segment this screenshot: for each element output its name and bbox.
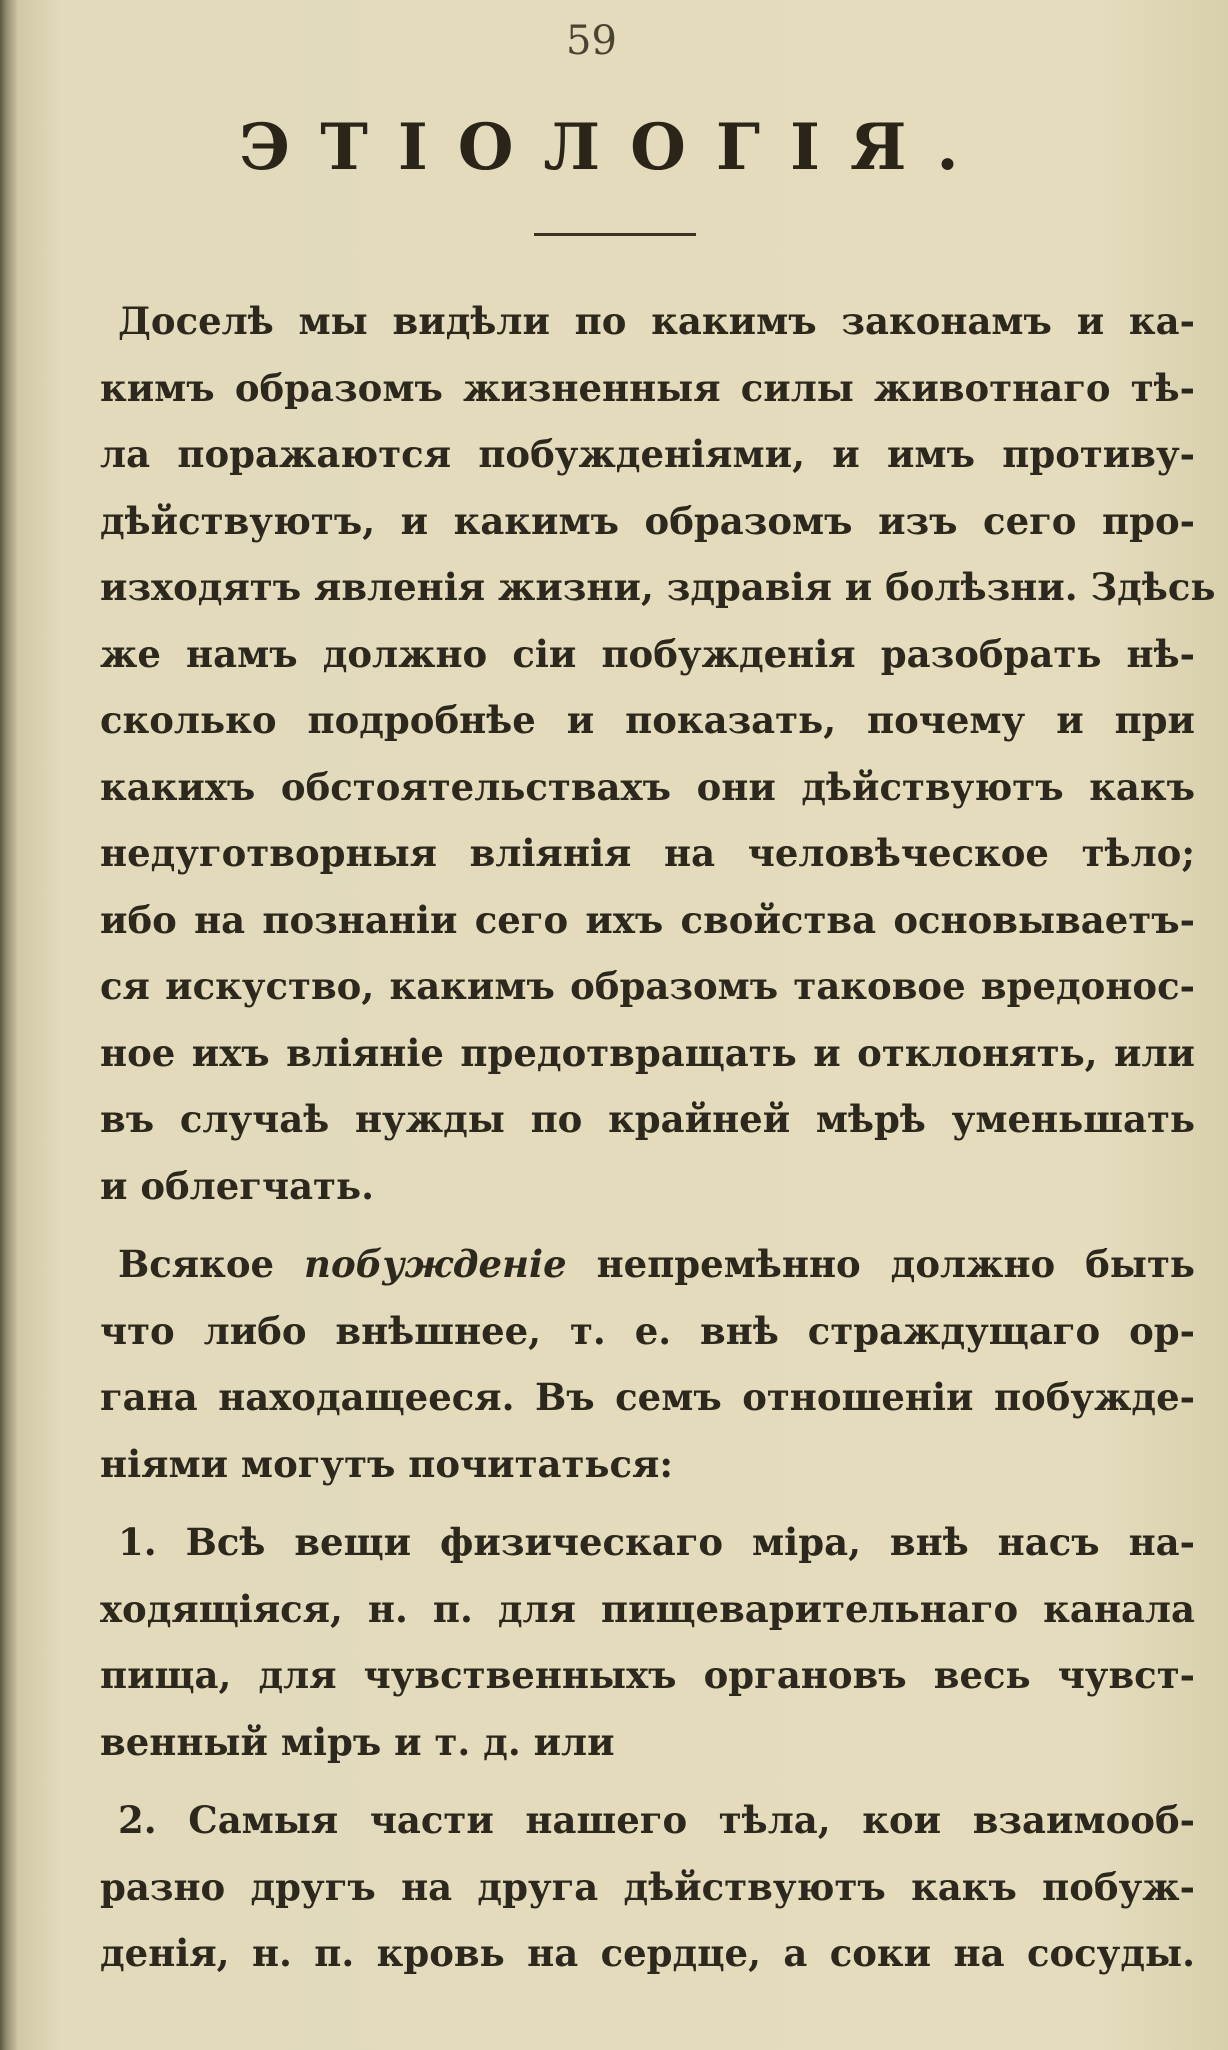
text-line: Доселѣ мы видѣли по какимъ законамъ и ка-	[118, 299, 1195, 343]
text-line: какихъ обстоятельствахъ они дѣйствуютъ какъ	[100, 764, 1195, 809]
chapter-title: ЭТІОЛОГІЯ.	[239, 110, 989, 185]
paragraph-1	[100, 288, 1216, 1219]
text-line: пища, для чувственныхъ органовъ весь чувст-	[100, 1653, 1195, 1697]
text-line: 2. Самыя части нашего тѣла, кои взаимооб-	[118, 1798, 1195, 1842]
text-fragment: непремѣнно должно быть	[596, 1242, 1195, 1286]
text-fragment: Всякое	[118, 1242, 275, 1286]
text-line: венный міръ и т. д. или	[100, 1719, 615, 1764]
text-line: изходятъ явленія жизни, здравія и болѣзни. Здѣсь	[100, 565, 1216, 609]
text-line: ла поражаются побужденіями, и имъ противу-	[100, 432, 1195, 476]
text-line: сколько подробнѣе и показать, почему и при	[100, 698, 1195, 742]
text-line: же намъ должно сіи побужденія разобрать нѣ-	[100, 631, 1195, 676]
text-line: и облегчать.	[100, 1163, 374, 1208]
text-line: ходящіяся, н. п. для пищеварительнаго канала	[100, 1586, 1195, 1631]
paragraph-2	[100, 1231, 1195, 1497]
text-line: ибо на познаніи сего ихъ свойства основываетъ-	[100, 897, 1195, 942]
text-line: гана находащееся. Въ семъ отношеніи побужде-	[100, 1375, 1195, 1419]
text-line: въ случаѣ нужды по крайней мѣрѣ уменьшать	[100, 1097, 1195, 1141]
text-line: ное ихъ вліяніе предотвращать и отклонять, или	[100, 1030, 1195, 1075]
text-line: разно другъ на друга дѣйствуютъ какъ побуж-	[100, 1864, 1195, 1909]
text-line: ся искуство, какимъ образомъ таковое вредонос-	[100, 964, 1195, 1008]
text-line: ніями могутъ почитаться:	[100, 1441, 674, 1486]
title-divider	[534, 233, 696, 236]
text-line: 1. Всѣ вещи физическаго міра, внѣ насъ на-	[118, 1520, 1195, 1564]
body-text	[100, 288, 1216, 1987]
text-line: кимъ образомъ жизненныя силы животнаго тѣ-	[100, 365, 1195, 410]
text-line: недуготворныя вліянія на человѣческое тѣло;	[100, 831, 1195, 875]
page-number: 59	[566, 18, 617, 64]
emphasized-term: побужденіе	[304, 1242, 567, 1286]
text-line	[100, 1231, 1195, 1298]
text-line: дѣйствуютъ, и какимъ образомъ изъ сего про-	[100, 498, 1195, 543]
paragraph-3	[100, 1509, 1195, 1775]
text-line: что либо внѣшнее, т. е. внѣ страждущаго ор-	[100, 1308, 1195, 1353]
paragraph-4	[100, 1787, 1195, 1987]
text-line: денія, н. п. кровь на сердце, а соки на сосуды.	[100, 1931, 1195, 1975]
